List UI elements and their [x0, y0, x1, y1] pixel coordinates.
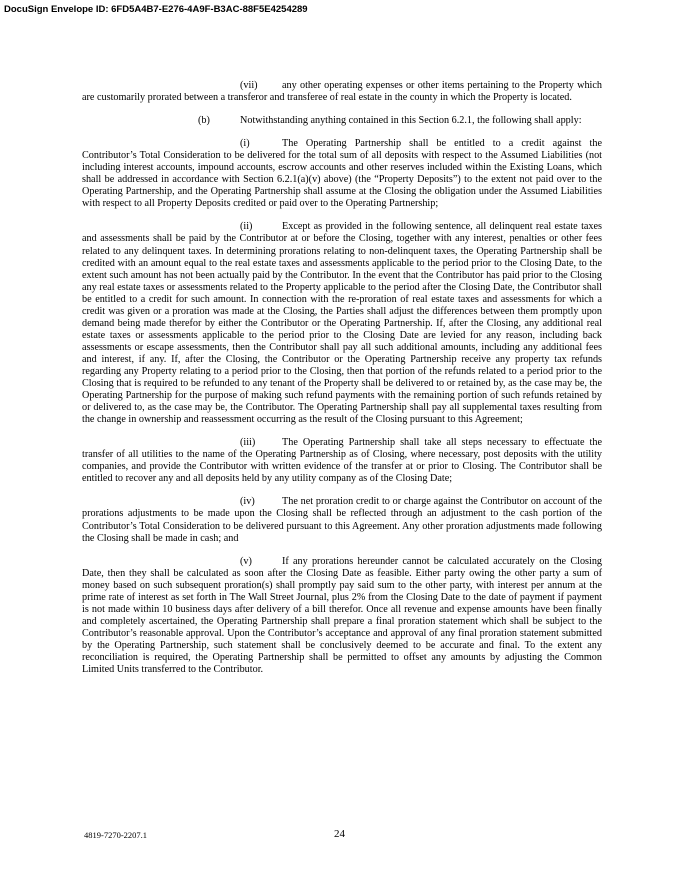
page-number: 24 [334, 828, 345, 840]
paragraph-lead: Notwithstanding anything contained in this Section 6.2.1, the following shall [240, 115, 554, 127]
paragraph-body: transfer of all utilities to the name of the Operating Partnership as of Closing, where necessary, post deposits with the utility companies, and provide the Contributor with written evidence of the transfer at or prior to Closing. The Contributor shall be entitled to recover any and all deposits held by any utility company as of the Closing Date; [82, 449, 602, 485]
paragraph-lead: The Operating Partnership shall be entitled to a credit against the [282, 138, 602, 150]
document-body [82, 80, 602, 676]
paragraph-number: (vii) [240, 80, 258, 91]
paragraph-number: (iv) [240, 496, 255, 508]
paragraph-number: (iii) [240, 437, 256, 449]
paragraph-number: (b) [198, 115, 210, 127]
paragraph-lead: If any prorations hereunder cannot be calculated accurately on the [282, 555, 567, 567]
paragraph-number: (ii) [240, 221, 253, 233]
paragraph-lead: any other operating expenses or other items pertaining to the Property [282, 80, 574, 91]
paragraph-b [82, 115, 602, 127]
paragraph-lead: Except as provided in the following sentence, all delinquent real estate [282, 221, 578, 233]
paragraph-number: (v) [240, 555, 252, 567]
docusign-envelope-id: DocuSign Envelope ID: 6FD5A4B7-E276-4A9F-B3AC-88F5E4254289 [4, 4, 308, 15]
paragraph-ii [82, 221, 602, 426]
paragraph-body: Closing Date, then they shall be calculated as soon after the Closing Date as feasible. Either party owing the other party a sum of money based on such subsequent proration(s) shall promptly pay said sum to the other party, with interest per annum at the prime rate of interest as set forth in The Wall Street Journal, plus 2% from the Closing Date to the date of payment if payment is not made within 10 business days after delivery of a bill therefor. Once all revenue and expense amounts have been finally and completely ascertained, the Operating Partnership shall prepare a final proration statement which shall be subject to the Contributor’s reasonable approval. Upon the Contributor’s acceptance and approval of any final proration statement submitted by the Operating Partnership, such statement shall be conclusively deemed to be accurate and final. To the extent any reconciliation is required, the Operating Partnership shall be permitted to offset any amounts by adjusting the Common Limited Units transferred to the Contributor. [82, 555, 603, 676]
footer-document-id: 4819-7270-2207.1 [84, 830, 148, 840]
paragraph-body: of the prorations adjustments to be made upon the Closing shall be reflected through an adjustment to the cash portion of the Contributor’s Total Consideration to be delivered pursuant to this Agreement. Any other proration adjustments made following the Closing shall be made in cash; and [82, 496, 602, 544]
paragraph-i [82, 138, 602, 210]
paragraph-body: taxes and assessments shall be paid by the Contributor at or before the Closing, together with any interest, penalties or other fees related to any delinquent taxes. In determining prorations relating to non-delinquent taxes, the Operating Partnership shall be credited with an amount equal to the real estate taxes and assessments applicable to the period prior to the Closing Date, to the extent such amount has not been actually paid by the Contributor. In the event that the Contributor has paid prior to the Closing any real estate taxes or assessments related to the Property applicable to the period after the Closing Date, the Contributor shall be entitled to a credit for such amount. In connection with the re-proration of real estate taxes and assessments for which a credit was given or a proration was made at the Closing, the Parties shall adjust the differences between them promptly upon demand being made therefor by either the Contributor or the Operating Partnership. If, after the Closing, any additional real estate taxes or assessments applicable to the period prior to the Closing Date are levied for any reason, including back assessments or escape assessments, then the Contributor shall pay all such additional amounts, including any additional fees and interest, if any. If, after the Closing, the Contributor or the Operating Partnership receive any property tax refunds regarding any Property relating to a period prior to the Closing, then that portion of the refunds related to a period prior to the Closing that is required to be refunded to any tenant of the Property shall be delivered to or retained by, as the case may be, the Operating Partnership for the purpose of making such refund payments with the remaining portion of such refunds retained by or delivered to, as the case may be, the Contributor. The Operating Partnership shall pay all supplemental taxes resulting from the change in ownership and reassessment occurring as the result of the Closing pursuant to this Agreement; [82, 221, 603, 426]
paragraph-iii [82, 437, 602, 485]
paragraph-body: apply: [556, 115, 582, 127]
paragraph-body: Contributor’s Total Consideration to be delivered for the total sum of all deposits with respect to the Assumed Liabilities (not including interest accounts, impound accounts, escrow accounts and other reserves included within the Existing Loans, which shall be addressed in accordance with Section 6.2.1(a)(v) above) (the “Property Deposits”) to the extent not paid over to the Operating Partnership, and the Operating Partnership shall assume at the Closing the obligation under the Assumed Liabilities with respect to all Property Deposits credited or paid over to the Operating Partnership; [82, 150, 602, 210]
paragraph-lead: The net proration credit to or charge against the Contributor on account [282, 496, 576, 508]
paragraph-number: (i) [240, 138, 250, 150]
paragraph-iv [82, 496, 602, 544]
paragraph-vii [82, 80, 602, 104]
paragraph-v [82, 556, 602, 676]
paragraph-body: which are customarily prorated between a transferor and transferee of real estate in the county in which the Property is located. [82, 80, 603, 104]
paragraph-lead: The Operating Partnership shall take all steps necessary to effectuate the [282, 437, 602, 449]
